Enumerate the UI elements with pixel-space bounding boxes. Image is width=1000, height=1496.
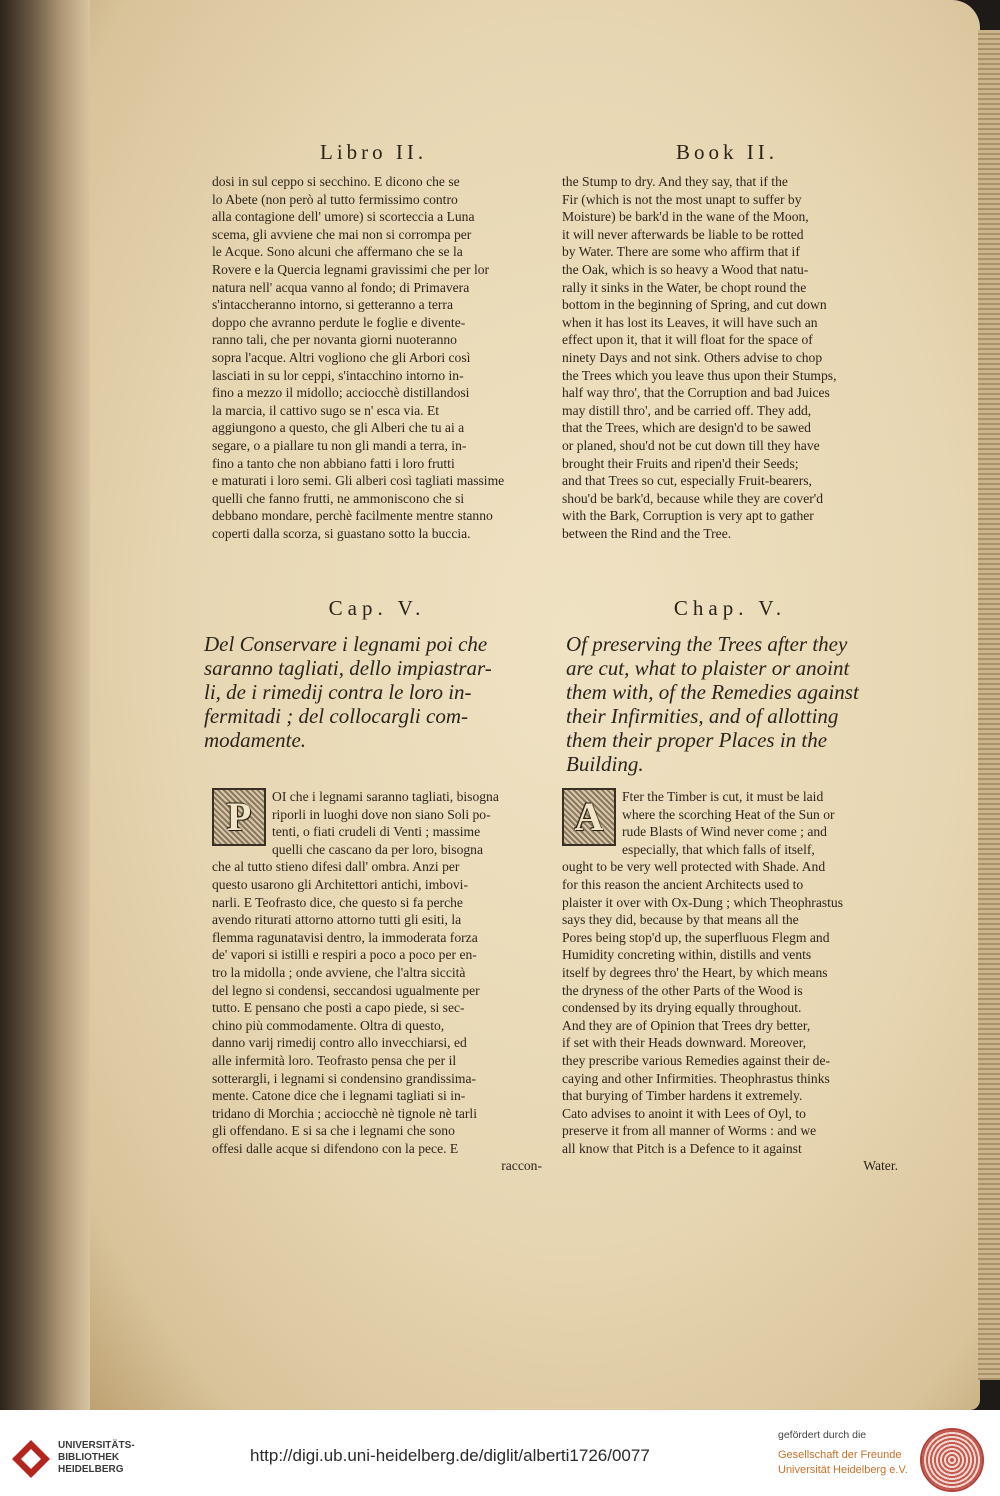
running-head-right: Book II. bbox=[676, 140, 778, 164]
left-column-bottom-text: OI che i legnami saranno tagliati, bisogna riporli in luoghi dove non siano Soli po- tenti, o fiati crudeli di Venti ; massime quelli che cascano da per loro, bisogna che al tutto stieno difesi dall' ombra. Anzi per questo usarono gli Architettori antichi, imbovi- narli. E Teofrasto dice, che questo si fa perche avendo riturati attorno attorno tutti gli esiti, la flemma ragunatavisi dentro, la immoderata forza de' vapori si istilli e respiri a poco a poco per en- tro la midolla ; onde avviene, che l'altra siccità del legno si condensi, seccandosi ugualmente per tutto. E pensano che posti a capo piede, si sec- chino più commodamente. Oltra di questo, danno varij rimedij contro allo invecchiarsi, ed alle infermità loro. Teofrasto pensa che per il sotterargli, i legnami si condensino grandissima- mente. Catone dice che i legnami tagliati si in- tridano di Morchia ; acciocchè nè tignole nè tarli gli offendano. E si sa che i legnami che sono offesi dalle acque si difendono con la pece. E bbox=[212, 789, 499, 1156]
library-name: UNIVERSITÄTS- BIBLIOTHEK HEIDELBERG bbox=[58, 1440, 135, 1475]
permalink-url[interactable]: http://digi.ub.uni-heidelberg.de/diglit/alberti1726/0077 bbox=[250, 1446, 650, 1465]
chapter-heading-left: Cap. V. bbox=[328, 596, 426, 620]
right-column-bottom-text: Fter the Timber is cut, it must be laid where the scorching Heat of the Sun or rude Blasts of Wind never come ; and especially, that which falls of itself, ought to be very well protected with Shade. And for this reason the ancient Architects used to plaister it over with Ox-Dung ; which Theophrastus says they did, because by that means all the Pores being stop'd up, the superfluous Flegm and Humidity concreting within, distills and vents itself by degrees thro' the Heart, by which means the dryness of the other Parts of the Wood is condensed by its drying equally throughout. And they are of Opinion that Trees dry better, if set with their Heads downward. Moreover, they prescribe various Remedies against their de- caying and other Infirmities. Theophrastus thinks that burying of Timber hardens it extremely. Cato advises to anoint it with Lees of Oyl, to preserve it from all manner of Worms : and we all know that Pitch is a Defence to it against bbox=[562, 789, 844, 1156]
right-column-top-text: the Stump to dry. And they say, that if the Fir (which is not the most unapt to suffer by Moisture) be bark'd in the wane of the Moon, it will never afterwards be liable to be rotted by Water. There are some who affirm that if the Oak, which is so heavy a Wood that natu- rally it sinks in the Water, be chopt round the bottom in the beginning of Spring, and cut down when it has lost its Leaves, it will have such an effect upon it, that it will float for the space of ninety Days and not sink. Others advise to chop the Trees which you leave thus upon their Stumps, half way thro', that the Corruption and bad Juices may distill thro', and be carried off. They add, that the Trees, which are design'd to be sawed or planed, shou'd not be cut down till they have brought their Fruits and ripen'd their Seeds; and that Trees so cut, especially Fruit-bearers, shou'd be bark'd, because while they are cover'd with the Bark, Corruption is very apt to gather between the Rind and the Tree. bbox=[562, 174, 837, 541]
left-column-top-text: dosi in sul ceppo si secchino. E dicono che se lo Abete (non però al tutto fermissimo contro alla contagione dell' umore) si scorteccia a Luna scema, gli avviene che mai non si corrompa per le Acque. Sono alcuni che affermano che se la Rovere e la Quercia legnami gravissimi che per lor natura nell' acqua vanno al fondo; di Primavera s'intaccheranno intorno, si getteranno a terra doppo che avranno perdute le foglie e divente- ranno tali, che per novanta giorni nuoteranno sopra l'acque. Altri vogliono che gli Arbori così lasciati in su lor ceppi, s'intacchino intorno in- fino a mezzo il midollo; acciocchè distillandosi la marcia, il cattivo sugo se n' esca via. Et aggiungono a questo, che gli Alberi che tu ai a segare, o a piallare tu non gli mandi a terra, in- fino a tanto che non abbiano fatti i loro frutti e maturati i loro semi. Gli alberi così tagliati massime quelli che fanno frutti, ne ammoniscono che si debbano mondare, perchè facilmente mentre stanno coperti dalla scorza, si guastano sotto la buccia. bbox=[212, 174, 505, 541]
left-column-body bbox=[212, 788, 542, 1175]
library-logo-icon bbox=[10, 1438, 52, 1480]
chapter-title-left: Del Conservare i legnami poi che saranno tagliati, dello impiastrar- li, de i rimedij contra le loro in- fermitadi ; del collocargli com- modamente. bbox=[204, 632, 492, 752]
dropcap-right: A bbox=[562, 788, 616, 846]
running-head-left: Libro II. bbox=[320, 140, 428, 164]
chapter-heading-right: Chap. V. bbox=[673, 596, 787, 620]
footer-bar bbox=[0, 1410, 1000, 1496]
sponsor-name: Gesellschaft der Freunde Universität Heidelberg e.V. bbox=[778, 1449, 908, 1476]
book-spine bbox=[0, 0, 90, 1410]
chapter-title-right: Of preserving the Trees after they are cut, what to plaister or anoint them with, of the Remedies against their Infirmities, and of allotting them their proper Places in the Building. bbox=[566, 632, 859, 776]
right-column-body bbox=[562, 788, 898, 1175]
right-catchword: Water. bbox=[863, 1158, 898, 1174]
dropcap-left: P bbox=[212, 788, 266, 846]
sponsor-caption: gefördert durch die bbox=[778, 1429, 867, 1441]
page-edges bbox=[978, 30, 1000, 1380]
university-seal-icon bbox=[920, 1428, 984, 1492]
left-catchword: raccon- bbox=[501, 1158, 542, 1174]
